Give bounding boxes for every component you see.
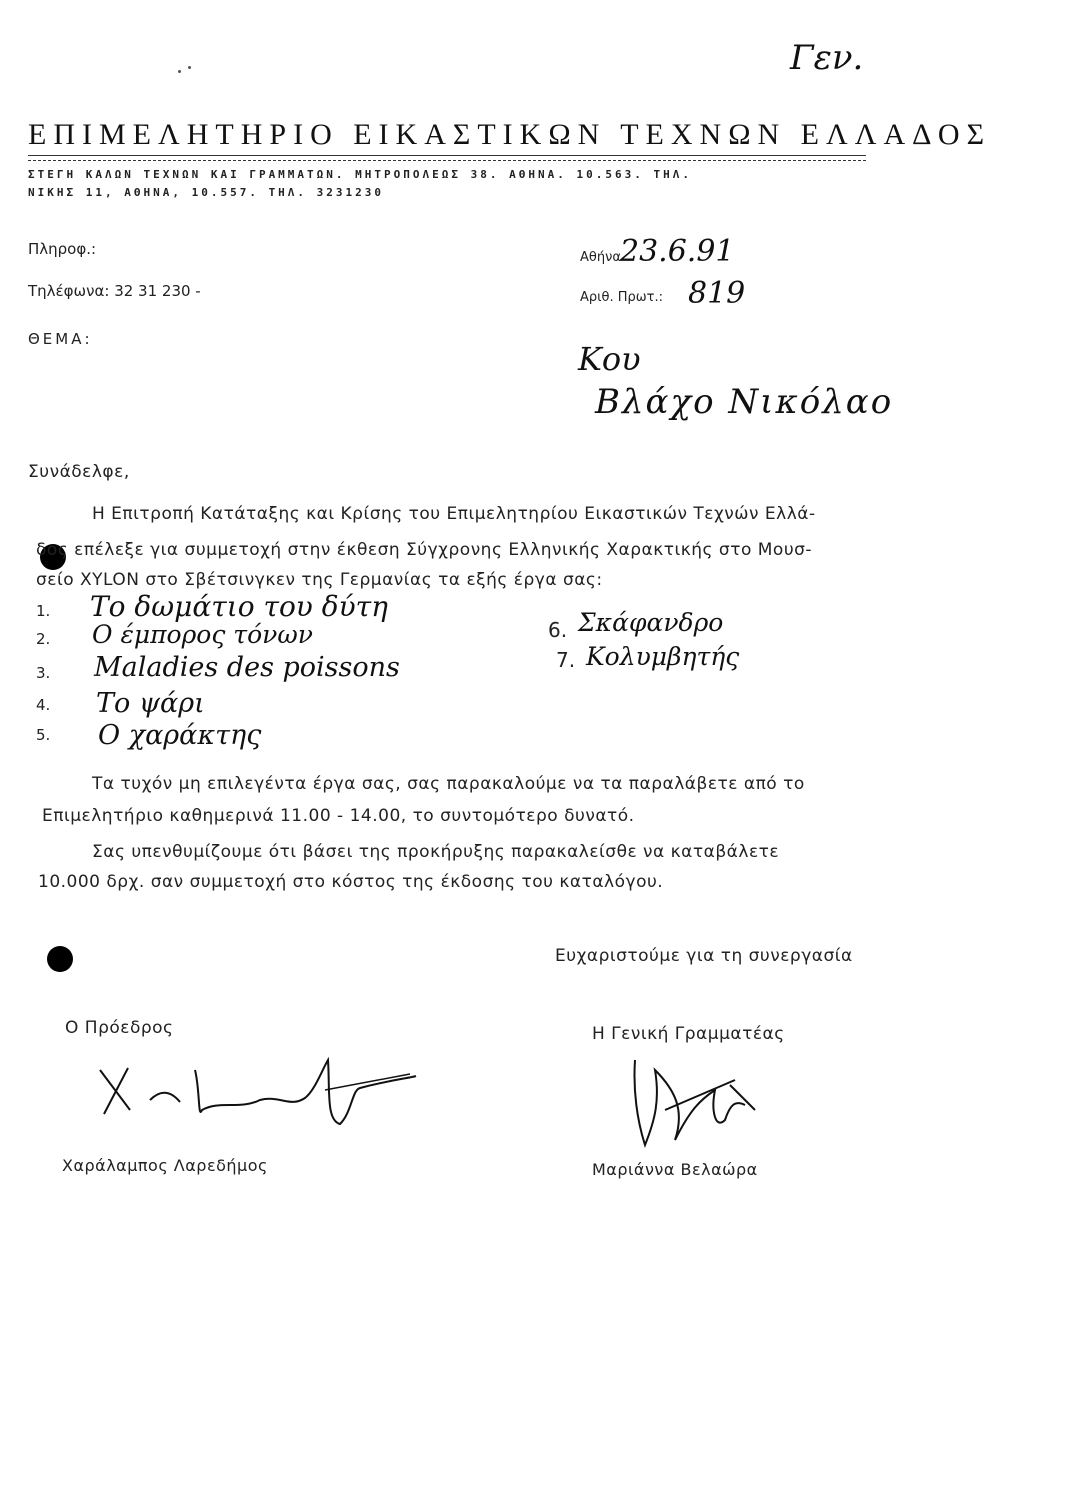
work-number: 2. [36,630,51,648]
letterhead-rule [28,155,866,156]
work-number: 6. [548,618,568,642]
scan-speck [188,66,191,69]
work-number: 7. [556,648,576,672]
para1-line2: δος επέλεξε για συμμετοχή στην έκθεση Σύγχρονης Ελληνικής Χαρακτικής στο Μουσ- [36,540,813,560]
protocol-label: Αριθ. Πρωτ.: [580,290,664,305]
work-title: Το ψάρι [96,688,205,719]
organization-title: ΕΠΙΜΕΛΗΤΗΡΙΟ ΕΙΚΑΣΤΙΚΩΝ ΤΕΧΝΩΝ ΕΛΛΑΔΟΣ [28,118,992,151]
para3-line1: Σας υπενθυμίζουμε ότι βάσει της προκήρυξης παρακαλείσθε να καταβάλετε [92,842,780,862]
work-number: 1. [36,602,51,620]
president-name: Χαράλαμπος Λαρεδήμος [62,1156,268,1175]
work-title: Ο έμπορος τόνων [92,620,313,649]
protocol-value: 819 [688,276,746,311]
recipient-line-2: Βλάχο Νικόλαο [595,382,894,422]
work-number: 5. [36,726,51,744]
address-line-2: ΝΙΚΗΣ 11, ΑΘΗΝΑ, 10.557. ΤΗΛ. 3231230 [28,186,385,199]
date-label: Αθήνα [580,250,621,265]
phone-label: Τηλέφωνα: 32 31 230 - [28,282,201,300]
work-title: Το δωμάτιο του δύτη [90,590,388,623]
para1-line1: Η Επιτροπή Κατάταξης και Κρίσης του Επιμελητηρίου Εικαστικών Τεχνών Ελλά- [92,504,816,524]
date-value: 23.6.91 [620,234,735,269]
recipient-line-1: Κου [578,340,641,378]
work-number: 3. [36,664,51,682]
work-number: 4. [36,696,51,714]
thanks-line: Ευχαριστούμε για τη συνεργασία [555,946,853,966]
work-title: Σκάφανδρο [578,608,724,637]
salutation: Συνάδελφε, [28,462,130,482]
president-title: Ο Πρόεδρος [65,1018,174,1038]
secretary-signature [615,1050,775,1160]
info-label: Πληροφ.: [28,240,97,258]
work-title: Κολυμβητής [586,642,740,671]
president-signature [90,1050,430,1140]
letterhead-rule [28,160,866,161]
scan-speck [178,70,181,73]
punch-hole [47,946,73,972]
para2-line1: Τα τυχόν μη επιλεγέντα έργα σας, σας παρακαλούμε να τα παραλάβετε από το [92,774,805,794]
address-line-1: ΣΤΕΓΗ ΚΑΛΩΝ ΤΕΧΝΩΝ ΚΑΙ ΓΡΑΜΜΑΤΩΝ. ΜΗΤΡΟΠΟΛΕΩΣ 38. ΑΘΗΝΑ. 10.563. ΤΗΛ. [28,168,692,181]
work-title: Ο χαράκτης [98,720,262,751]
para1-line3: σείο XYLON στο Σβέτσινγκεν της Γερμανίας τα εξής έργα σας: [36,570,603,590]
para3-line2: 10.000 δρχ. σαν συμμετοχή στο κόστος της έκδοσης του καταλόγου. [38,872,664,892]
secretary-name: Μαριάννα Βελαώρα [592,1160,758,1179]
work-title: Maladies des poissons [94,652,400,683]
para2-line2: Επιμελητήριο καθημερινά 11.00 - 14.00, το συντομότερο δυνατό. [42,806,635,826]
secretary-title: Η Γενική Γραμματέας [592,1024,785,1044]
margin-note: Γεν. [790,38,864,78]
subject-label: ΘΕΜΑ: [28,330,93,348]
